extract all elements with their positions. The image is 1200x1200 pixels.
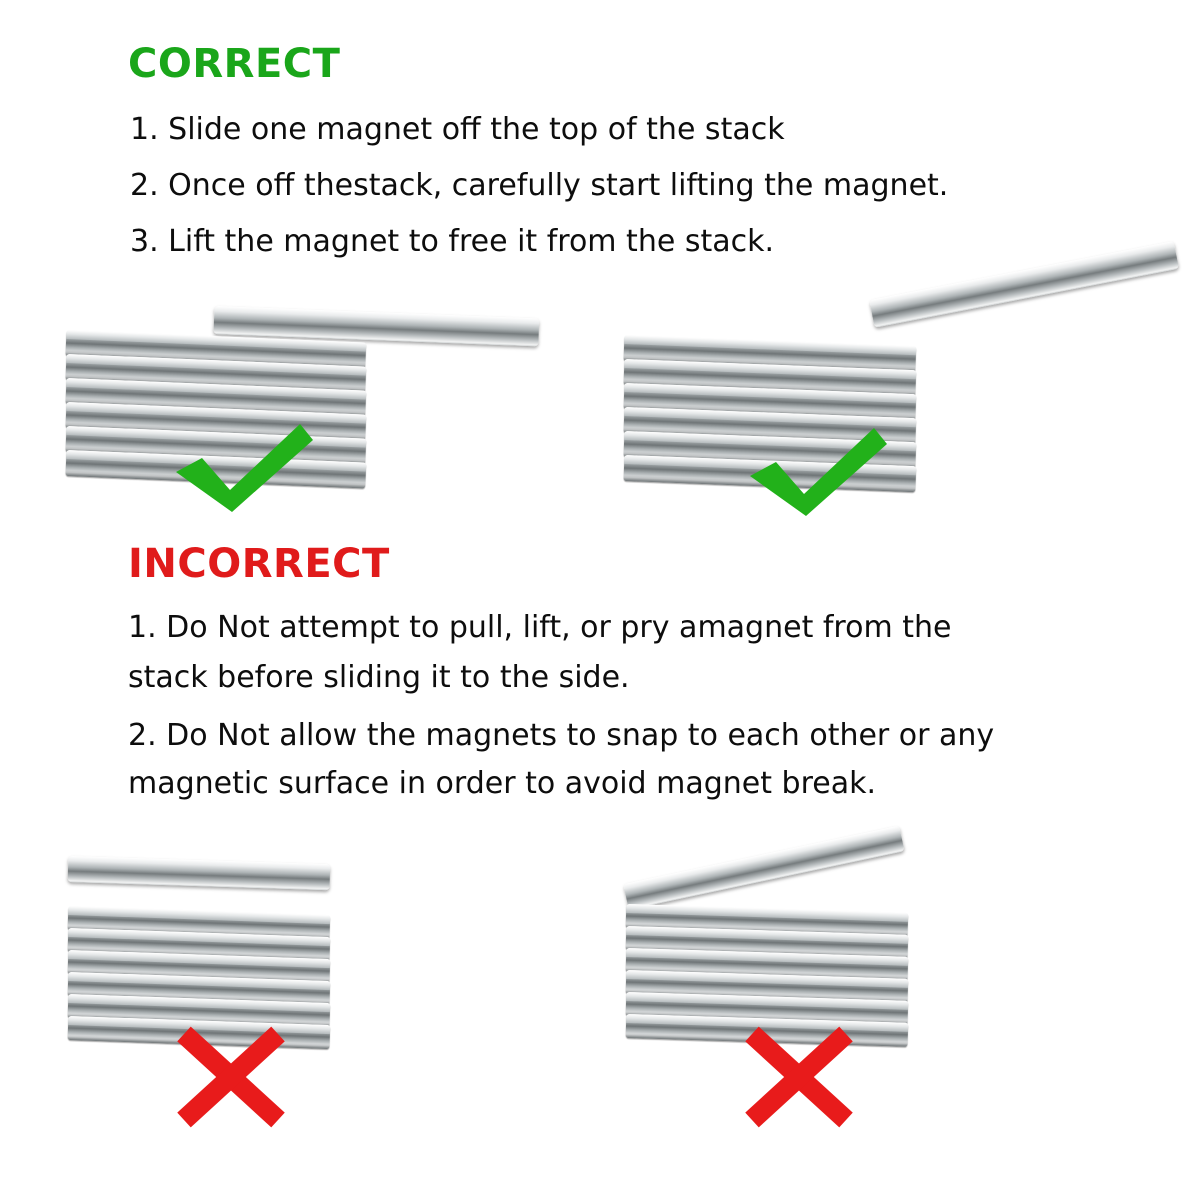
- cross-icon: [740, 1024, 860, 1132]
- incorrect-step-2-line-1: 2. Do Not allow the magnets to snap to each other or any: [128, 718, 995, 753]
- correct-step-2: 2. Once off thestack, carefully start lifting the magnet.: [130, 168, 949, 203]
- loose-magnet-pulled-up: [68, 856, 331, 890]
- cross-icon: [172, 1024, 292, 1132]
- loose-magnet-lifting: [869, 241, 1179, 328]
- correct-step-3: 3. Lift the magnet to free it from the stack.: [130, 224, 775, 259]
- correct-heading: CORRECT: [128, 41, 341, 87]
- check-icon: [742, 428, 892, 518]
- loose-magnet-pried: [623, 826, 904, 910]
- incorrect-heading: INCORRECT: [128, 541, 390, 587]
- correct-step-1: 1. Slide one magnet off the top of the stack: [130, 112, 785, 147]
- check-icon: [168, 424, 318, 514]
- incorrect-step-1-line-1: 1. Do Not attempt to pull, lift, or pry amagnet from the: [128, 610, 952, 645]
- incorrect-step-2-line-2: magnetic surface in order to avoid magnet break.: [128, 766, 877, 801]
- incorrect-step-1-line-2: stack before sliding it to the side.: [128, 660, 630, 695]
